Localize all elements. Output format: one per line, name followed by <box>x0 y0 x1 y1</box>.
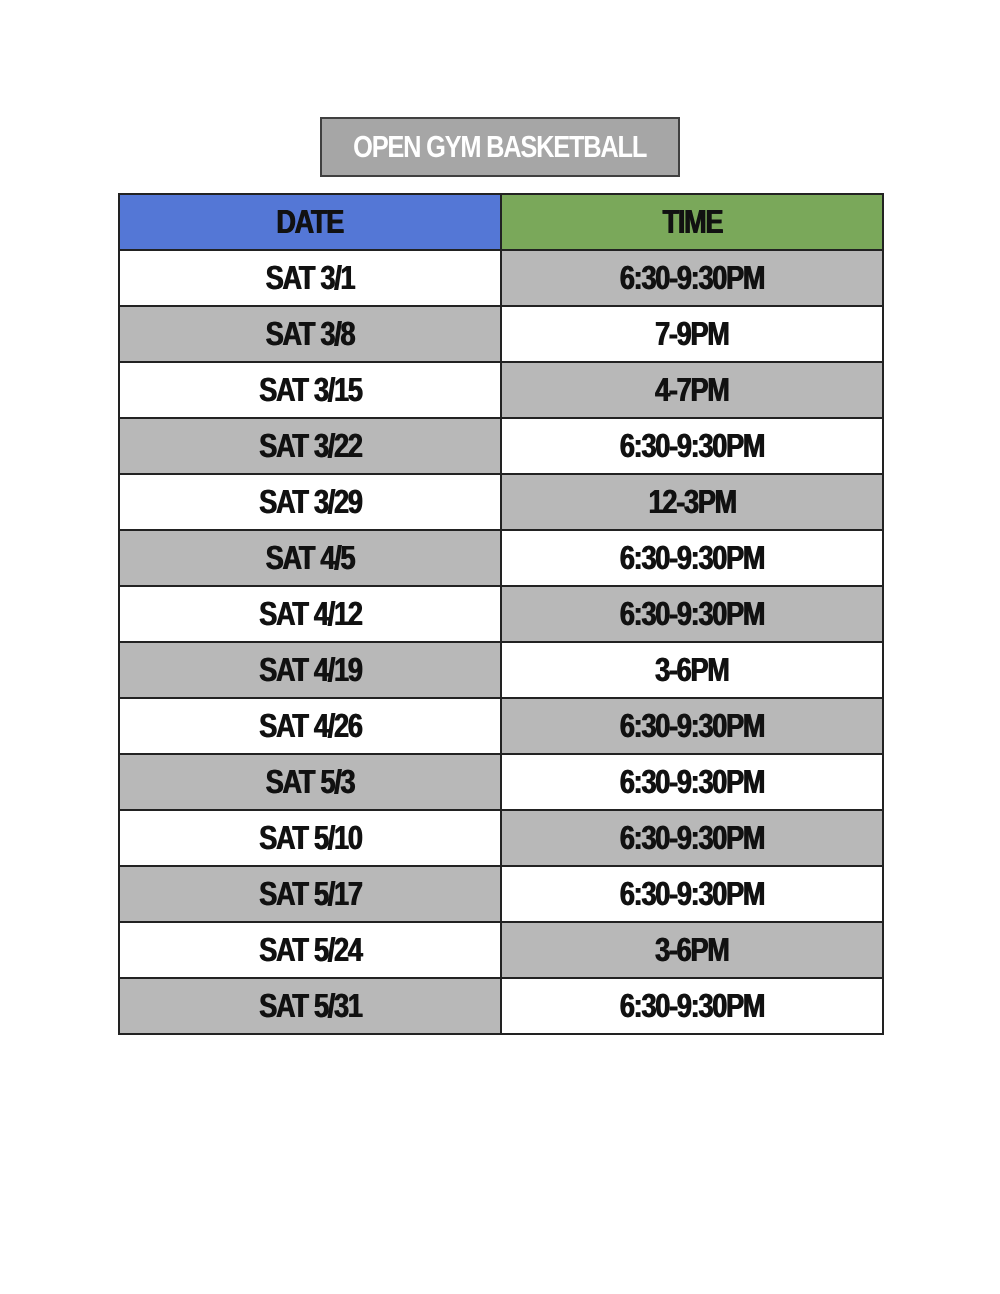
time-cell <box>501 530 883 586</box>
date-cell <box>119 530 501 586</box>
date-cell <box>119 922 501 978</box>
time-cell <box>501 586 883 642</box>
time-text: 6:30-9:30PM <box>619 595 765 632</box>
date-cell <box>119 362 501 418</box>
schedule-table <box>118 193 884 1035</box>
date-cell <box>119 754 501 810</box>
table-row <box>119 474 883 530</box>
time-text: 6:30-9:30PM <box>619 539 765 576</box>
date-cell <box>119 586 501 642</box>
table-row <box>119 250 883 306</box>
time-text: 6:30-9:30PM <box>619 259 765 296</box>
date-text: SAT 5/17 <box>258 875 362 912</box>
table-row <box>119 978 883 1034</box>
date-text: SAT 5/10 <box>258 819 362 856</box>
date-text: SAT 5/3 <box>265 763 355 800</box>
table-row <box>119 698 883 754</box>
time-column-header <box>501 194 883 250</box>
date-cell <box>119 866 501 922</box>
time-text: 4-7PM <box>655 371 729 408</box>
table-row <box>119 362 883 418</box>
date-cell <box>119 642 501 698</box>
time-cell <box>501 922 883 978</box>
table-row <box>119 754 883 810</box>
time-cell <box>501 418 883 474</box>
header-row <box>119 194 883 250</box>
date-cell <box>119 698 501 754</box>
table-row <box>119 866 883 922</box>
date-text: SAT 4/12 <box>258 595 362 632</box>
time-cell <box>501 306 883 362</box>
date-cell <box>119 250 501 306</box>
table-row <box>119 810 883 866</box>
time-cell <box>501 810 883 866</box>
table-row <box>119 922 883 978</box>
date-cell <box>119 978 501 1034</box>
date-text: SAT 3/8 <box>265 315 355 352</box>
time-text: 6:30-9:30PM <box>619 875 765 912</box>
table-row <box>119 530 883 586</box>
title-box <box>320 117 680 177</box>
time-text: 6:30-9:30PM <box>619 819 765 856</box>
time-text: 3-6PM <box>655 651 729 688</box>
date-cell <box>119 474 501 530</box>
date-cell <box>119 810 501 866</box>
time-text: 6:30-9:30PM <box>619 427 765 464</box>
time-text: 6:30-9:30PM <box>619 707 765 744</box>
date-text: SAT 3/29 <box>258 483 362 520</box>
time-cell <box>501 250 883 306</box>
date-text: SAT 4/19 <box>258 651 362 688</box>
date-text: SAT 5/24 <box>258 931 362 968</box>
table-row <box>119 586 883 642</box>
time-cell <box>501 866 883 922</box>
table-row <box>119 306 883 362</box>
page-title: OPEN GYM BASKETBALL <box>353 129 647 164</box>
table-row <box>119 642 883 698</box>
date-text: SAT 3/22 <box>258 427 362 464</box>
date-cell <box>119 306 501 362</box>
time-text: 7-9PM <box>655 315 729 352</box>
date-text: SAT 4/5 <box>265 539 355 576</box>
time-cell <box>501 978 883 1034</box>
time-cell <box>501 754 883 810</box>
time-text: 6:30-9:30PM <box>619 763 765 800</box>
date-text: SAT 3/15 <box>258 371 362 408</box>
time-cell <box>501 362 883 418</box>
date-text: SAT 4/26 <box>258 707 362 744</box>
time-cell <box>501 698 883 754</box>
time-text: 3-6PM <box>655 931 729 968</box>
date-text: SAT 3/1 <box>265 259 355 296</box>
date-cell <box>119 418 501 474</box>
date-header-label: DATE <box>276 203 344 240</box>
time-cell <box>501 474 883 530</box>
time-text: 12-3PM <box>648 483 736 520</box>
time-header-label: TIME <box>662 203 722 240</box>
date-column-header <box>119 194 501 250</box>
date-text: SAT 5/31 <box>258 987 362 1024</box>
table-row <box>119 418 883 474</box>
time-cell <box>501 642 883 698</box>
time-text: 6:30-9:30PM <box>619 987 765 1024</box>
